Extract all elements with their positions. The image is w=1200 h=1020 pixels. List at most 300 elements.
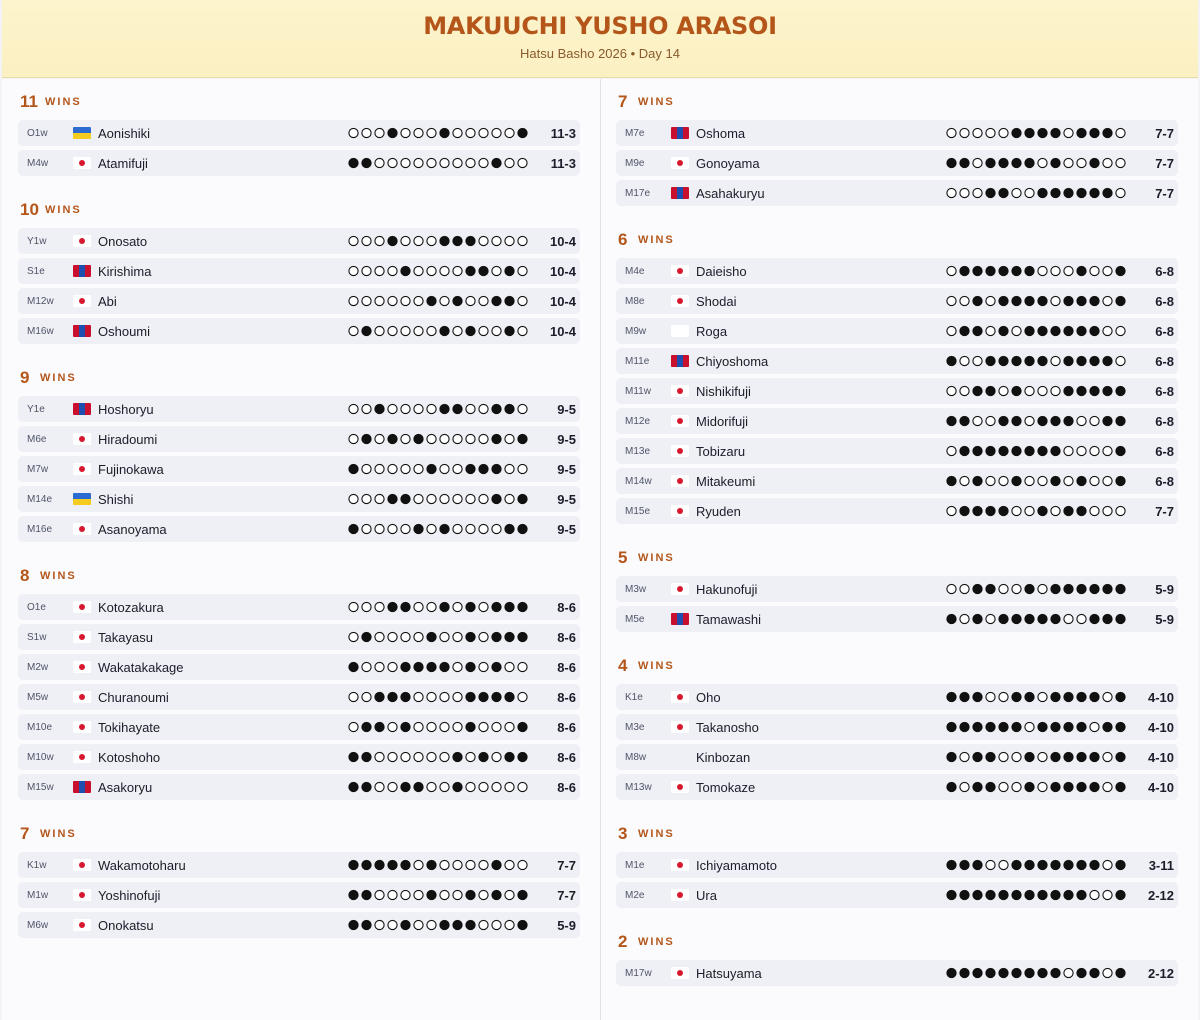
bout-win-mark <box>362 692 371 701</box>
bout-win-mark <box>479 632 488 641</box>
group-spacer <box>18 546 580 553</box>
rank-label: M9e <box>625 158 645 169</box>
wins-group <box>18 79 580 176</box>
bout-loss-mark <box>947 416 956 425</box>
bout-win-mark <box>401 890 410 899</box>
bout-loss-mark <box>1077 722 1086 731</box>
bout-loss-mark <box>466 890 475 899</box>
bout-loss-mark <box>492 602 501 611</box>
rikishi-row[interactable] <box>18 456 580 482</box>
rikishi-row[interactable] <box>616 852 1178 878</box>
rikishi-row[interactable] <box>18 912 580 938</box>
wins-group <box>18 187 580 344</box>
bout-loss-mark <box>947 752 956 761</box>
bout-win-mark <box>388 404 397 413</box>
bout-loss-mark <box>479 752 488 761</box>
bout-win-mark <box>479 296 488 305</box>
bout-win-mark <box>960 356 969 365</box>
bout-loss-mark <box>1077 506 1086 515</box>
bout-loss-mark <box>1090 968 1099 977</box>
bout-win-mark <box>518 662 527 671</box>
wins-group-header <box>616 217 1178 258</box>
bout-win-mark <box>427 434 436 443</box>
bout-loss-mark <box>973 860 982 869</box>
bout-loss-mark <box>1116 752 1125 761</box>
bout-win-mark <box>1090 266 1099 275</box>
bout-win-mark <box>427 326 436 335</box>
wins-label: WINS <box>40 372 77 384</box>
bout-win-mark <box>1025 386 1034 395</box>
bout-loss-mark <box>1012 128 1021 137</box>
bout-loss-mark <box>999 890 1008 899</box>
bout-win-mark <box>453 722 462 731</box>
bout-results <box>946 888 1131 902</box>
bout-loss-mark <box>1116 446 1125 455</box>
bout-win-mark <box>453 860 462 869</box>
bout-loss-mark <box>1025 692 1034 701</box>
japan-flag-icon <box>671 691 689 703</box>
win-loss-record: 5-9 <box>1155 582 1174 597</box>
bout-win-mark <box>1064 128 1073 137</box>
win-loss-record: 6-8 <box>1155 414 1174 429</box>
bout-loss-mark <box>349 524 358 533</box>
win-loss-record: 10-4 <box>549 324 576 339</box>
rikishi-name: Nishikifuji <box>696 384 751 399</box>
bout-loss-mark <box>1025 356 1034 365</box>
bout-win-mark <box>492 128 501 137</box>
rikishi-row[interactable] <box>616 318 1178 344</box>
bout-win-mark <box>375 128 384 137</box>
bout-loss-mark <box>1090 356 1099 365</box>
bout-win-mark <box>349 494 358 503</box>
bout-win-mark <box>466 494 475 503</box>
rikishi-name: Shishi <box>98 492 134 507</box>
win-loss-record: 6-8 <box>1155 384 1174 399</box>
group-spacer <box>18 348 580 355</box>
rikishi-name: Oshoumi <box>98 324 151 339</box>
bout-loss-mark <box>1090 782 1099 791</box>
rikishi-row[interactable] <box>616 438 1178 464</box>
bout-loss-mark <box>1038 446 1047 455</box>
wins-label: WINS <box>638 828 675 840</box>
bout-win-mark <box>1051 296 1060 305</box>
bout-win-mark <box>1051 506 1060 515</box>
bout-loss-mark <box>453 404 462 413</box>
mongolia-flag-icon <box>671 127 689 139</box>
bout-win-mark <box>362 662 371 671</box>
bout-loss-mark <box>492 296 501 305</box>
rikishi-name: Hoshoryu <box>98 402 154 417</box>
wins-group-header <box>616 79 1178 120</box>
bout-win-mark <box>479 158 488 167</box>
win-loss-record: 3-11 <box>1148 858 1174 873</box>
bout-loss-mark <box>960 266 969 275</box>
bout-loss-mark <box>375 860 384 869</box>
bout-loss-mark <box>973 296 982 305</box>
bout-win-mark <box>453 602 462 611</box>
bout-win-mark <box>401 464 410 473</box>
rikishi-row[interactable] <box>616 744 1178 770</box>
wins-group <box>18 553 580 800</box>
rikishi-row[interactable] <box>18 426 580 452</box>
rikishi-row[interactable] <box>616 258 1178 284</box>
japan-flag-icon <box>73 889 91 901</box>
bout-win-mark <box>466 752 475 761</box>
bout-loss-mark <box>1012 614 1021 623</box>
rikishi-row[interactable] <box>616 288 1178 314</box>
bout-win-mark <box>1116 188 1125 197</box>
rank-label: S1w <box>27 632 47 643</box>
rikishi-row[interactable] <box>18 882 580 908</box>
rikishi-row[interactable] <box>616 120 1178 146</box>
bout-loss-mark <box>947 356 956 365</box>
bout-loss-mark <box>1038 506 1047 515</box>
rikishi-row[interactable] <box>18 228 580 254</box>
win-loss-record: 6-8 <box>1155 444 1174 459</box>
rikishi-row[interactable] <box>18 318 580 344</box>
bout-loss-mark <box>492 890 501 899</box>
bout-win-mark <box>362 236 371 245</box>
bout-win-mark <box>947 266 956 275</box>
rikishi-row[interactable] <box>18 288 580 314</box>
bout-results <box>946 720 1131 734</box>
rikishi-row[interactable] <box>616 576 1178 602</box>
rikishi-name: Atamifuji <box>98 156 148 171</box>
bout-loss-mark <box>518 494 527 503</box>
bout-loss-mark <box>388 236 397 245</box>
bout-loss-mark <box>999 722 1008 731</box>
bout-loss-mark <box>492 860 501 869</box>
bout-win-mark <box>1077 158 1086 167</box>
bout-loss-mark <box>1064 326 1073 335</box>
win-loss-record: 4-10 <box>1147 750 1174 765</box>
bout-loss-mark <box>947 968 956 977</box>
bout-loss-mark <box>1025 614 1034 623</box>
rikishi-row[interactable] <box>616 714 1178 740</box>
bout-loss-mark <box>1051 326 1060 335</box>
mongolia-flag-icon <box>671 187 689 199</box>
bout-loss-mark <box>960 446 969 455</box>
bout-win-mark <box>479 128 488 137</box>
rank-label: O1w <box>27 128 48 139</box>
bout-loss-mark <box>453 236 462 245</box>
bout-win-mark <box>1090 506 1099 515</box>
bout-loss-mark <box>986 386 995 395</box>
bout-win-mark <box>388 920 397 929</box>
bout-loss-mark <box>973 968 982 977</box>
rank-label: M4e <box>625 266 645 277</box>
rikishi-row[interactable] <box>616 774 1178 800</box>
rikishi-row[interactable] <box>18 744 580 770</box>
bout-win-mark <box>440 632 449 641</box>
bout-win-mark <box>362 296 371 305</box>
rikishi-row[interactable] <box>616 150 1178 176</box>
bout-win-mark <box>466 860 475 869</box>
bout-win-mark <box>960 128 969 137</box>
bout-win-mark <box>440 494 449 503</box>
bout-loss-mark <box>1051 752 1060 761</box>
bout-win-mark <box>492 782 501 791</box>
rank-label: M13w <box>625 782 652 793</box>
japan-flag-icon <box>671 505 689 517</box>
wins-group <box>616 643 1178 800</box>
bout-loss-mark <box>1025 326 1034 335</box>
japan-flag-icon <box>73 661 91 673</box>
rikishi-row[interactable] <box>18 396 580 422</box>
rikishi-name: Gonoyama <box>696 156 760 171</box>
bout-loss-mark <box>518 524 527 533</box>
bout-win-mark <box>505 860 514 869</box>
rikishi-row[interactable] <box>616 960 1178 986</box>
bout-win-mark <box>479 434 488 443</box>
rikishi-name: Ura <box>696 888 717 903</box>
rank-label: M17w <box>625 968 652 979</box>
bout-win-mark <box>999 860 1008 869</box>
wins-group-header <box>616 535 1178 576</box>
mongolia-flag-icon <box>73 403 91 415</box>
bout-win-mark <box>362 266 371 275</box>
win-loss-record: 7-7 <box>557 858 576 873</box>
bout-win-mark <box>1038 752 1047 761</box>
wins-label: WINS <box>638 96 675 108</box>
bout-win-mark <box>388 524 397 533</box>
bout-loss-mark <box>1116 860 1125 869</box>
rikishi-row[interactable] <box>616 498 1178 524</box>
bout-loss-mark <box>466 632 475 641</box>
rikishi-row[interactable] <box>18 516 580 542</box>
rank-label: M15e <box>625 506 651 517</box>
bout-results <box>348 492 533 506</box>
bout-win-mark <box>401 752 410 761</box>
bout-loss-mark <box>1012 386 1021 395</box>
rank-label: M8e <box>625 296 645 307</box>
rikishi-row[interactable] <box>616 468 1178 494</box>
wins-group-header <box>18 553 580 594</box>
bout-loss-mark <box>1064 386 1073 395</box>
bout-results <box>348 600 533 614</box>
rank-label: M6e <box>27 434 47 445</box>
bout-loss-mark <box>1025 128 1034 137</box>
rikishi-row[interactable] <box>18 486 580 512</box>
japan-flag-icon <box>671 781 689 793</box>
bout-loss-mark <box>973 266 982 275</box>
bout-win-mark <box>440 296 449 305</box>
rank-label: K1e <box>625 692 643 703</box>
bout-win-mark <box>362 602 371 611</box>
japan-flag-icon <box>73 691 91 703</box>
bout-win-mark <box>1051 266 1060 275</box>
bout-win-mark <box>427 236 436 245</box>
bout-loss-mark <box>1025 968 1034 977</box>
bout-win-mark <box>999 692 1008 701</box>
bout-results <box>348 780 533 794</box>
bout-win-mark <box>518 692 527 701</box>
bout-win-mark <box>453 632 462 641</box>
bout-loss-mark <box>1051 128 1060 137</box>
bout-loss-mark <box>1077 128 1086 137</box>
rikishi-row[interactable] <box>616 180 1178 206</box>
rikishi-row[interactable] <box>18 594 580 620</box>
rank-label: M3e <box>625 722 645 733</box>
bout-win-mark <box>453 128 462 137</box>
bout-loss-mark <box>518 434 527 443</box>
rank-label: M10w <box>27 752 54 763</box>
bout-loss-mark <box>1012 266 1021 275</box>
rikishi-row[interactable] <box>18 654 580 680</box>
bout-win-mark <box>1064 266 1073 275</box>
bout-win-mark <box>414 326 423 335</box>
bout-win-mark <box>479 860 488 869</box>
bout-win-mark <box>1064 476 1073 485</box>
rank-label: M14w <box>625 476 652 487</box>
rikishi-row[interactable] <box>616 348 1178 374</box>
rikishi-row[interactable] <box>616 378 1178 404</box>
rikishi-row[interactable] <box>18 120 580 146</box>
rikishi-row[interactable] <box>18 714 580 740</box>
rikishi-row[interactable] <box>616 882 1178 908</box>
bout-win-mark <box>388 752 397 761</box>
rank-label: M13e <box>625 446 651 457</box>
bout-loss-mark <box>375 404 384 413</box>
rikishi-row[interactable] <box>616 408 1178 434</box>
rikishi-name: Abi <box>98 294 117 309</box>
bout-loss-mark <box>960 692 969 701</box>
bout-loss-mark <box>1012 446 1021 455</box>
bout-win-mark <box>986 296 995 305</box>
bout-win-mark <box>440 722 449 731</box>
bout-loss-mark <box>1051 722 1060 731</box>
bout-loss-mark <box>362 752 371 761</box>
rank-label: M5e <box>625 614 645 625</box>
bout-loss-mark <box>999 614 1008 623</box>
standings-board <box>2 79 1198 1020</box>
bout-loss-mark <box>986 752 995 761</box>
bout-win-mark <box>479 782 488 791</box>
bout-win-mark <box>466 782 475 791</box>
bout-loss-mark <box>492 494 501 503</box>
bout-win-mark <box>349 722 358 731</box>
bout-loss-mark <box>414 782 423 791</box>
bout-loss-mark <box>1090 614 1099 623</box>
bout-win-mark <box>375 632 384 641</box>
bout-win-mark <box>1051 356 1060 365</box>
rikishi-row[interactable] <box>616 684 1178 710</box>
bout-win-mark <box>440 434 449 443</box>
rikishi-row[interactable] <box>18 150 580 176</box>
mongolia-flag-icon <box>671 613 689 625</box>
bout-win-mark <box>427 266 436 275</box>
bout-win-mark <box>453 692 462 701</box>
bout-loss-mark <box>518 890 527 899</box>
win-loss-record: 6-8 <box>1155 294 1174 309</box>
bout-win-mark <box>479 662 488 671</box>
bout-win-mark <box>479 524 488 533</box>
bout-loss-mark <box>1116 266 1125 275</box>
bout-win-mark <box>1064 614 1073 623</box>
bout-loss-mark <box>986 266 995 275</box>
bout-loss-mark <box>1064 506 1073 515</box>
rikishi-name: Tokihayate <box>98 720 161 735</box>
bout-win-mark <box>414 860 423 869</box>
group-spacer <box>616 636 1178 643</box>
page-header <box>2 0 1198 78</box>
rikishi-row[interactable] <box>18 624 580 650</box>
bout-loss-mark <box>505 524 514 533</box>
bout-win-mark <box>362 494 371 503</box>
bout-loss-mark <box>1025 890 1034 899</box>
bout-win-mark <box>362 404 371 413</box>
bout-loss-mark <box>1051 416 1060 425</box>
bout-loss-mark <box>1012 476 1021 485</box>
bout-win-mark <box>479 404 488 413</box>
bout-win-mark <box>986 692 995 701</box>
wins-group-header <box>616 919 1178 960</box>
rank-label: M9w <box>625 326 647 337</box>
win-loss-record: 4-10 <box>1147 780 1174 795</box>
bout-win-mark <box>492 920 501 929</box>
bout-loss-mark <box>999 266 1008 275</box>
wins-count: 8 <box>20 566 30 585</box>
rikishi-row[interactable] <box>18 774 580 800</box>
bout-loss-mark <box>1116 476 1125 485</box>
bout-loss-mark <box>518 920 527 929</box>
bout-win-mark <box>1064 968 1073 977</box>
bout-win-mark <box>505 494 514 503</box>
bout-win-mark <box>1103 692 1112 701</box>
bout-loss-mark <box>362 632 371 641</box>
bout-loss-mark <box>947 614 956 623</box>
bout-win-mark <box>375 158 384 167</box>
bout-win-mark <box>1103 968 1112 977</box>
wins-label: WINS <box>40 828 77 840</box>
bout-loss-mark <box>973 782 982 791</box>
bout-loss-mark <box>1090 158 1099 167</box>
bout-loss-mark <box>1077 356 1086 365</box>
wins-label: WINS <box>45 96 82 108</box>
bout-win-mark <box>414 722 423 731</box>
bout-win-mark <box>414 692 423 701</box>
bout-win-mark <box>479 326 488 335</box>
bout-win-mark <box>492 326 501 335</box>
bout-loss-mark <box>505 296 514 305</box>
bout-results <box>946 186 1131 200</box>
bout-loss-mark <box>466 464 475 473</box>
rikishi-row[interactable] <box>616 606 1178 632</box>
bout-win-mark <box>1077 614 1086 623</box>
bout-loss-mark <box>1077 476 1086 485</box>
rikishi-row[interactable] <box>18 258 580 284</box>
win-loss-record: 10-4 <box>549 294 576 309</box>
bout-win-mark <box>973 188 982 197</box>
bout-win-mark <box>401 632 410 641</box>
win-loss-record: 2-12 <box>1147 966 1174 981</box>
bout-win-mark <box>479 920 488 929</box>
bout-loss-mark <box>388 434 397 443</box>
bout-win-mark <box>388 662 397 671</box>
bout-win-mark <box>986 614 995 623</box>
bout-results <box>348 918 533 932</box>
bout-loss-mark <box>1051 890 1060 899</box>
bout-loss-mark <box>440 920 449 929</box>
bout-loss-mark <box>362 434 371 443</box>
bout-loss-mark <box>492 662 501 671</box>
rikishi-row[interactable] <box>18 852 580 878</box>
wins-group <box>616 811 1178 908</box>
rikishi-row[interactable] <box>18 684 580 710</box>
win-loss-record: 6-8 <box>1155 354 1174 369</box>
bout-win-mark <box>999 782 1008 791</box>
wins-count: 3 <box>618 824 628 843</box>
